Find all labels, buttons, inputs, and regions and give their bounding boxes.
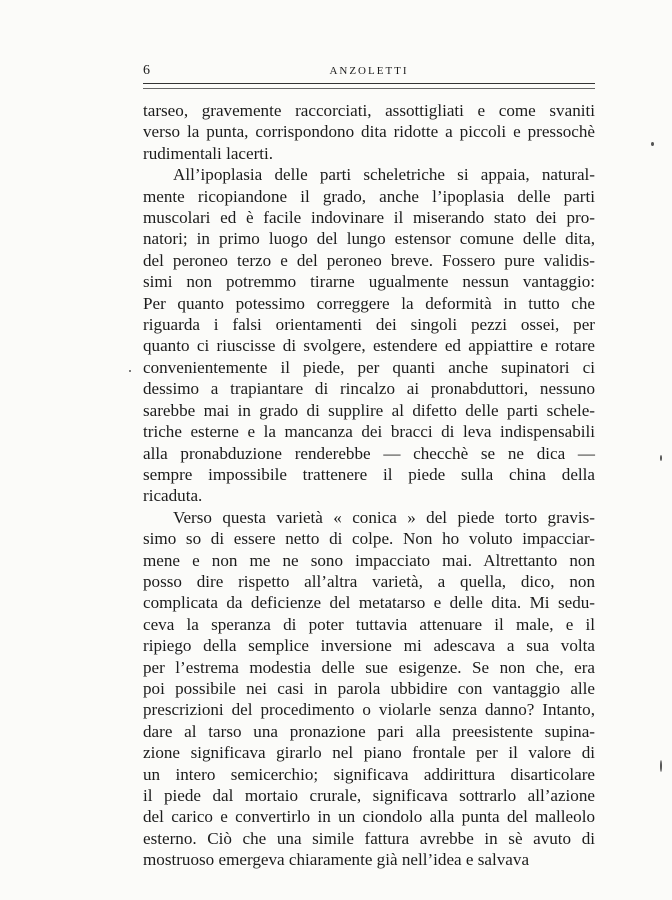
- text-line: ricaduta.: [143, 486, 203, 506]
- text-line: convenientemente il piede, per quanti anche supinatori ci: [143, 357, 595, 377]
- text-line: mente ricopiandone il grado, anche l’ipoplasia delle parti: [143, 186, 595, 206]
- text-line: muscolari ed è facile indovinare il miserando stato dei pro-: [143, 208, 595, 228]
- text-line: del carico e convertirlo in un ciondolo alla punta del malleolo: [143, 807, 595, 827]
- text-line: sempre impossibile trattenere il piede sulla china della: [143, 464, 595, 484]
- text-line: natori; in primo luogo del lungo estensor comune delle dita,: [143, 229, 595, 249]
- text-line: dessimo a trapiantare di rincalzo ai pronabduttori, nessuno: [143, 379, 595, 399]
- page-header: [143, 63, 595, 81]
- text-line: verso la punta, corrispondono dita ridotte a piccoli e pressochè: [143, 122, 595, 142]
- text-line: posso dire rispetto all’altra varietà, a quella, dico, non: [143, 571, 595, 591]
- text-line: riguarda i falsi orientamenti dei singoli pezzi ossei, per: [143, 315, 595, 335]
- text-line: simi non potremmo tirarne ugualmente nessun vantaggio:: [143, 272, 595, 292]
- text-line: dare al tarso una pronazione pari alla preesistente supina-: [143, 721, 595, 741]
- margin-speck: [660, 760, 662, 772]
- margin-speck: [660, 455, 662, 461]
- margin-speck: [651, 142, 654, 146]
- text-line: il piede dal mortaio crurale, significava sottrarlo all’azione: [143, 786, 595, 805]
- text-line: ceva la speranza di poter tuttavia attenuare il male, e il: [143, 614, 595, 634]
- paragraph: [143, 164, 595, 507]
- paragraph: [143, 100, 595, 164]
- text-line: sarebbe mai in grado di supplire al difetto delle parti schele-: [143, 400, 595, 420]
- text-line: zione significava girarlo nel piano frontale per il valore di: [143, 743, 595, 763]
- text-line: mene e non me ne sono impacciato mai. Altrettanto non: [143, 550, 595, 570]
- text-line: un intero semicerchio; significava addirittura disarticolare: [143, 764, 595, 784]
- body-text: [143, 100, 595, 871]
- text-line: simo so di essere netto di colpe. Non ho voluto impacciar-: [143, 529, 595, 549]
- text-line: triche esterne e la mancanza dei bracci di leva indispensabili: [143, 422, 595, 442]
- text-line: Verso questa varietà « conica » del piede torto gravis-: [173, 507, 595, 527]
- text-line: poi possibile nei casi in parola ubbidire con vantaggio alle: [143, 678, 595, 698]
- paragraph: [143, 507, 595, 871]
- text-line: complicata da deficienze del metatarso e delle dita. Mi sedu-: [143, 593, 595, 613]
- text-line: tarseo, gravemente raccorciati, assottigliati e come svaniti: [143, 101, 595, 120]
- text-line: All’ipoplasia delle parti scheletriche si appaia, natural-: [173, 165, 595, 185]
- text-line: del peroneo terzo e del peroneo breve. Fossero pure validis-: [143, 250, 595, 270]
- header-rule-thick: [143, 83, 595, 84]
- page-number: 6: [143, 63, 151, 78]
- margin-speck: [129, 370, 131, 372]
- text-line: quanto ci riuscisse di svolgere, estendere ed appiattire e rotare: [143, 336, 595, 356]
- text-line: esterno. Ciò che una simile fattura avrebbe in sè avuto di: [143, 828, 595, 848]
- text-line: rudimentali lacerti.: [143, 143, 274, 163]
- text-line: per l’estrema modestia delle sue esigenze. Se non che, era: [143, 657, 595, 677]
- header-rule-thin: [143, 88, 595, 89]
- text-line: Per quanto potessimo correggere la deformità in tutto che: [143, 293, 595, 313]
- text-line: ripiego della semplice inversione mi adescava a sua volta: [143, 636, 595, 656]
- text-line: mostruoso emergeva chiaramente già nell’idea e salvava: [143, 850, 530, 870]
- text-line: prescrizioni del procedimento o violarle senza danno? Intanto,: [143, 700, 595, 720]
- text-line: alla pronabduzione renderebbe — checchè se ne dica —: [143, 443, 595, 463]
- running-head: ANZOLETTI: [329, 65, 409, 77]
